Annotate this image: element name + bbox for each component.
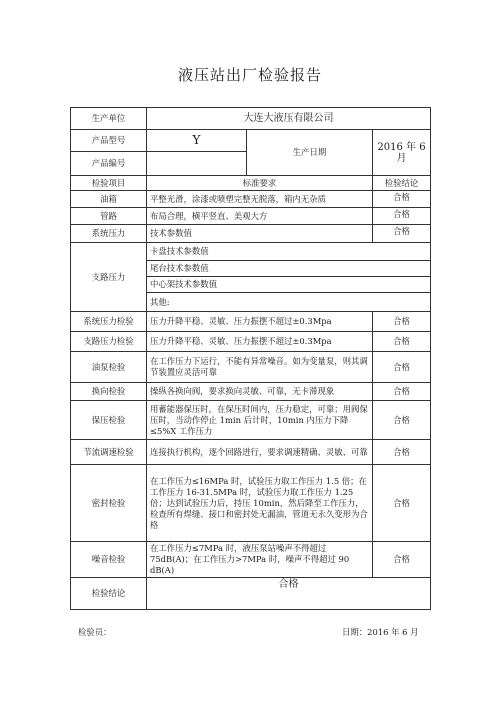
model-label: 产品型号: [71, 130, 147, 152]
footer-date: 日期：2016 年 6 月: [342, 627, 419, 637]
item-cell: 系统压力检验: [71, 312, 147, 332]
branch-row: [71, 243, 431, 261]
conclusion-label: 检验结论: [71, 578, 147, 610]
result-cell: 合格: [373, 401, 431, 440]
report-title: 液压站出厂检验报告: [177, 66, 322, 84]
manufacturer-row: [71, 108, 431, 130]
table-row: [71, 208, 431, 225]
standard-cell: 技术参数值: [147, 225, 373, 243]
result-cell: 合格: [373, 352, 431, 383]
table-row: [71, 465, 431, 542]
table-row: [71, 440, 431, 465]
table-row: [71, 401, 431, 440]
branch-line: 中心架技术参数值: [147, 277, 431, 293]
conclusion-row: [71, 578, 431, 610]
standard-cell: 布局合理，横平竖直、美观大方: [147, 208, 373, 225]
column-result: 检验结论: [373, 176, 431, 191]
inspection-table: [70, 107, 431, 610]
result-cell: 合格: [373, 542, 431, 578]
table-row: [71, 332, 431, 352]
result-cell: 合格: [373, 225, 431, 243]
item-cell: 油泵检验: [71, 352, 147, 383]
result-cell: 合格: [373, 332, 431, 352]
column-header-row: [71, 176, 431, 191]
item-cell: 噪音检验: [71, 542, 147, 578]
table-row: [71, 225, 431, 243]
inspector-label: 检验员：: [78, 627, 112, 637]
result-cell: 合格: [373, 191, 431, 208]
standard-cell: 用蓄能器保压时，在保压时间内，压力稳定，可靠；用阀保压时，当动作停止 1min 后计时，10min 内压力下降≤5%X 工作压力: [147, 401, 373, 440]
result-cell: 合格: [373, 440, 431, 465]
branch-line: 其他:: [147, 293, 431, 312]
item-cell: 系统压力: [71, 225, 147, 243]
result-cell: 合格: [373, 208, 431, 225]
standard-cell: 在工作压力≤16MPa 时，试验压力取工作压力 1.5 倍；在工作压力 16-31.5MPa 时，试验压力取工作压力 1.25 倍；达到试验压力后，持压 10min，然后降至工作压力，检查所有焊缝、接口和密封处无漏油，管道无永久变形为合格: [147, 465, 373, 542]
item-cell: 换向检验: [71, 383, 147, 401]
table-row: [71, 191, 431, 208]
branch-item-cell: 支路压力: [71, 243, 147, 312]
table-row: [71, 383, 431, 401]
conclusion-value: 合格: [147, 578, 431, 610]
column-item: 检验项目: [71, 176, 147, 191]
item-cell: 密封检验: [71, 465, 147, 542]
item-cell: 油箱: [71, 191, 147, 208]
result-cell: 合格: [373, 383, 431, 401]
standard-cell: 平整光滑，涂漆或喷塑完整无脱落，箱内无杂质: [147, 191, 373, 208]
production-date-label: 生产日期: [247, 130, 373, 176]
standard-cell: 在工作压力≤7MPa 时，液压泵站噪声不得超过 75dB(A)；在工作压力>7MPa 时，噪声不得超过 90 dB(A): [147, 542, 373, 578]
item-cell: 节流调速检验: [71, 440, 147, 465]
table-row: [71, 542, 431, 578]
serial-label: 产品编号: [71, 152, 147, 176]
serial-value: [147, 152, 247, 176]
result-cell: 合格: [373, 465, 431, 542]
standard-cell: 压力升降平稳、灵敏、压力振摆不超过±0.3Mpa: [147, 332, 373, 352]
standard-cell: 连接执行机构，逐个回路进行，要求调速精确、灵敏、可靠: [147, 440, 373, 465]
production-date-value: 2016 年 6 月: [373, 130, 431, 176]
item-cell: 保压检验: [71, 401, 147, 440]
branch-line: 卡盘技术参数值: [147, 243, 431, 261]
result-cell: 合格: [373, 312, 431, 332]
model-value: Y: [147, 130, 247, 152]
manufacturer-value: 大连大液压有限公司: [147, 108, 431, 130]
standard-cell: 在工作压力下运行，不能有异常噪音。如为变量泵，则其调节装置应灵活可靠: [147, 352, 373, 383]
table-row: [71, 312, 431, 332]
model-row: [71, 130, 431, 152]
standard-cell: 操纵各换向阀，要求换向灵敏、可靠，无卡滞现象: [147, 383, 373, 401]
item-cell: 管路: [71, 208, 147, 225]
standard-cell: 压力升降平稳、灵敏、压力振摆不超过±0.3Mpa: [147, 312, 373, 332]
branch-line: 尾台技术参数值: [147, 261, 431, 277]
manufacturer-label: 生产单位: [71, 108, 147, 130]
table-row: [71, 352, 431, 383]
column-standard: 标准要求: [147, 176, 373, 191]
item-cell: 支路压力检验: [71, 332, 147, 352]
